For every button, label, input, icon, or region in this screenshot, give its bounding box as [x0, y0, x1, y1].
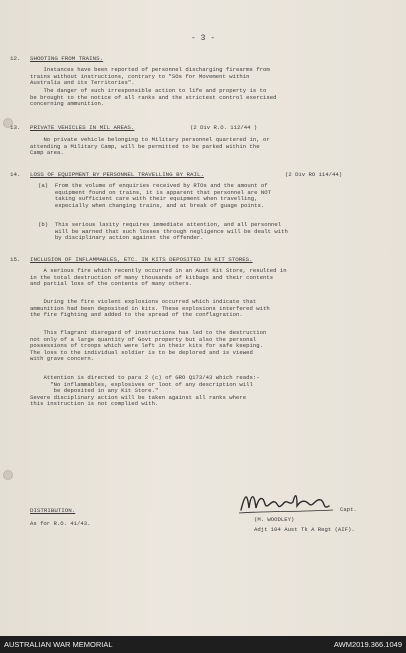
section-heading: INCLUSION OF INFLAMMABLES, ETC. IN KITS DEPOSITED IN KIT STORES. [30, 256, 253, 263]
signoff-unit: Adjt 104 Aust Tk A Regt (AIF). [254, 526, 355, 533]
punch-hole [3, 470, 13, 480]
section-number: 14. [10, 171, 21, 178]
signoff-name: (M. WOODLEY) [254, 516, 295, 523]
section-paragraph: Instances have been reported of personnel discharging firearms from trains without instructions, contrary to "SOs for Movement within Australia and its Territories". [30, 66, 270, 87]
footer-accession-number: AWM2019.366.1049 [333, 640, 402, 649]
section-paragraph: (a) From the volume of enquiries received by RTOs and the amount of equipment found on trains, it is apparent that personnel are NOT taking sufficient care with their equipment when travelling, especially when changing trains, and at break of guage points. [38, 182, 271, 209]
distribution-text: As for R.O. 41/43. [30, 520, 91, 527]
signoff-rank: Capt. [340, 506, 357, 513]
distribution-label: DISTRIBUTION. [30, 507, 76, 514]
section-paragraph: This flagrant disregard of instructions has led to the destruction not only of a large quantity of Govt property but also the personal possessions of troops which were left in their kits for safe keeping. The loss to the individual soldier is to be deplored and is viewed with grave concern. [30, 329, 267, 363]
section-heading: SHOOTING FROM TRAINS. [30, 55, 104, 62]
archive-footer [0, 636, 406, 653]
section-number: 13. [10, 124, 21, 131]
signature-image [237, 486, 337, 516]
section-paragraph: Attention is directed to para 2 (c) of GRO Q173/43 which reads:- "No inflammables, explosives or loot of any description will be deposited in any Kit Store." Severe disciplinary action will be taken against all ranks where this instruction is not complied with. [30, 374, 260, 408]
section-paragraph: The danger of such irresponsible action to life and property is to be brought to the notice of all ranks and the strictest control exercised concerning ammunition. [30, 87, 277, 108]
section-heading: PRIVATE VEHICLES IN MIL AREAS. [30, 124, 135, 131]
section-number: 12. [10, 55, 21, 62]
section-number: 15. [10, 256, 21, 263]
section-reference: (2 Div R.O. 112/44 ) [190, 124, 258, 131]
section-heading: LOSS OF EQUIPMENT BY PERSONNEL TRAVELLING BY RAIL. [30, 171, 204, 178]
page-number: - 3 - [190, 34, 215, 43]
section-reference: (2 Div RO 114/44) [285, 171, 343, 178]
section-paragraph: A serious fire which recently occurred in an Aust Kit Store, resulted in in the total destruction of many thousands of kitbags and their contents and partial loss of the contents of many others. [30, 267, 287, 288]
footer-institution: AUSTRALIAN WAR MEMORIAL [4, 640, 113, 649]
section-paragraph: No private vehicle belonging to Military personnel quartered in, or attending a Military Camp, will be permitted to be parked within the Camp area. [30, 136, 270, 157]
section-paragraph: (b) This serious laxity requires immediate attention, and all personnel will be warned that such losses through negligence will be dealt with by disciplinary action against the offender. [38, 221, 288, 242]
section-paragraph: During the fire violent explosions occurred which indicate that ammunition had been deposited in kits. These explosions interfered with the fire fighting and added to the spread of the conflagration. [30, 298, 270, 319]
